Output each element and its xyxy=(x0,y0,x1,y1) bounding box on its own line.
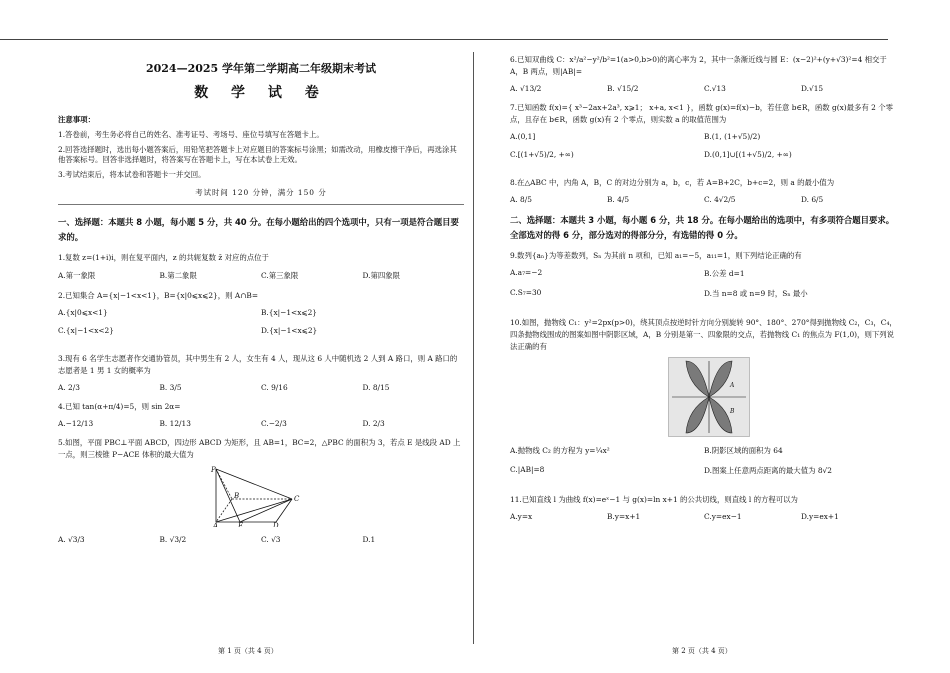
page-footer-1: 第 1 页（共 4 页） xyxy=(218,647,278,655)
option: A.第一象限 xyxy=(58,271,96,280)
option: A.抛物线 C₂ 的方程为 y=¼x² xyxy=(510,446,610,455)
option: C.−2/3 xyxy=(261,419,287,428)
option: A. √3/3 xyxy=(58,535,85,544)
question-8: 8.在△ABC 中，内角 A，B，C 的对边分别为 a，b，c，若 A=B+2C，b+c=2，则 a 的最小值为 xyxy=(510,178,835,187)
label-a: A xyxy=(213,522,219,527)
option: B.阴影区域的面积为 64 xyxy=(704,446,783,455)
page-footer-2: 第 2 页（共 4 页） xyxy=(672,647,732,655)
question-11-options xyxy=(510,512,898,521)
time-info: 考试时间 120 分钟，满分 150 分 xyxy=(195,188,327,197)
option: C.S₇=30 xyxy=(510,288,542,297)
option: B. √15/2 xyxy=(607,84,639,93)
pyramid-diagram xyxy=(210,465,306,527)
option: C.y=ex−1 xyxy=(704,512,742,521)
note-1: 1.答卷前，考生务必将自己的姓名、准考证号、考场号、座位号填写在答题卡上。 xyxy=(58,130,324,139)
option: B.公差 d=1 xyxy=(704,269,745,278)
question-3-options xyxy=(58,383,464,392)
option: B. 3/5 xyxy=(159,383,182,392)
option: A.a₇=−2 xyxy=(510,268,543,277)
option: D.(0,1]∪[(1+√5)/2, +∞) xyxy=(704,150,792,159)
option: C.|AB|=8 xyxy=(510,465,545,474)
pyramid-figure xyxy=(210,465,464,529)
question-1: 1.复数 z=(1+i)i，则在复平面内，z 的共轭复数 z̄ 对应的点位于 xyxy=(58,253,269,262)
question-9: 9.数列{aₙ}为等差数列，Sₙ 为其前 n 项和，已知 a₁=−5，a₁₁=1，则下列结论正确的有 xyxy=(510,251,802,260)
label-b: B xyxy=(234,492,240,500)
section-2-heading: 二、选择题：本题共 3 小题，每小题 6 分，共 18 分。在每小题给出的选项中，有多项符合题目要求。全部选对的得 6 分，部分选对的得部分分，有选错的得 0 分。 xyxy=(510,215,895,240)
option: B.{x|−1<x⩽2} xyxy=(261,308,317,317)
option: A.y=x xyxy=(510,512,533,521)
question-1-options xyxy=(58,270,464,281)
option: C. 9/16 xyxy=(261,383,288,392)
option: D. 6/5 xyxy=(801,195,824,204)
question-5-options xyxy=(58,535,464,544)
option: B. 4/5 xyxy=(607,195,630,204)
question-4: 4.已知 tan(α+π/4)=5，则 sin 2α= xyxy=(58,402,181,411)
option: C.{x|−1<x<2} xyxy=(58,326,114,335)
option: D.√15 xyxy=(801,84,824,93)
option: A. √13/2 xyxy=(510,84,542,93)
option: B.(1, (1+√5)/2) xyxy=(704,132,761,141)
question-7-options xyxy=(510,132,898,168)
option: D.图案上任意两点距离的最大值为 8√2 xyxy=(704,466,832,475)
option: A.{x|0⩽x<1} xyxy=(58,308,108,317)
top-rule xyxy=(0,39,888,40)
option: A. 8/5 xyxy=(510,195,532,204)
option: B.y=x+1 xyxy=(607,512,641,521)
note-2: 2.回答选择题时，选出每小题答案后，用铅笔把答题卡上对应题目的答案标号涂黑；如需改动，用橡皮擦干净后，再选涂其他答案标号。回答非选择题时，将答案写在答题卡上，写在本试卷上无效。 xyxy=(58,145,457,164)
question-2-options xyxy=(58,308,464,344)
option: D.第四象限 xyxy=(362,271,401,280)
question-6: 6.已知双曲线 C：x²/a²−y²/b²=1(a>0,b>0)的离心率为 2，其中一条渐近线与圆 E：(x−2)²+(y+√3)²=4 相交于 A，B 两点，则|AB|= xyxy=(510,55,887,76)
exam-title: 2024—2025 学年第二学期高二年级期末考试 xyxy=(145,62,377,75)
option: C. 4√2/5 xyxy=(704,195,736,204)
option: B. 12/13 xyxy=(159,419,191,428)
option: A.(0,1] xyxy=(510,132,536,141)
label-b: B xyxy=(730,408,735,415)
left-column xyxy=(58,54,464,553)
option: C.第三象限 xyxy=(261,271,299,280)
option: D.{x|−1<x⩽2} xyxy=(261,326,318,335)
option: D. 2/3 xyxy=(362,419,385,428)
question-10: 10.如图，抛物线 C₁：y²=2px(p>0)，绕其顶点按逆时针方向分别旋转 90°、180°、270°得到抛物线 C₂，C₃，C₄，四条抛物线围成的图案如图中阴影区域，A，B 分别是第一、四象限的交点，若抛物线 C₁ 的焦点为 F(1,0)，则下列说法正确的有 xyxy=(510,318,897,351)
option: D.1 xyxy=(362,535,376,544)
option: B.第二象限 xyxy=(159,271,197,280)
parabola-diagram xyxy=(668,357,750,437)
option: A.−12/13 xyxy=(58,419,94,428)
question-3: 3.现有 6 名学生志愿者作交通协管员，其中男生有 2 人，女生有 4 人，现从这 6 人中随机选 2 人到 A 路口，则 A 路口的志愿者是 1 男 1 女的概率为 xyxy=(58,354,458,375)
label-c: C xyxy=(294,495,300,503)
option: D.当 n=8 或 n=9 时，Sₙ 最小 xyxy=(704,289,808,298)
label-e: E xyxy=(238,522,244,527)
option: A. 2/3 xyxy=(58,383,80,392)
option: C.[(1+√5)/2, +∞) xyxy=(510,150,574,159)
parabola-figure xyxy=(668,357,898,439)
option: B. √3/2 xyxy=(159,535,187,544)
section-1-heading: 一、选择题：本题共 8 小题，每小题 5 分，共 40 分。在每小题给出的四个选项中，只有一项是符合题目要求的。 xyxy=(58,217,459,242)
question-9-options xyxy=(510,268,898,308)
option: D.y=ex+1 xyxy=(801,512,839,521)
question-7: 7.已知函数 f(x)={ x³−2ax+2a³, x⩾1； x+a, x<1 }，函数 g(x)=f(x)−b，若任意 b∈R，函数 g(x)最多有 2 个零点，且存在 b∈R，函数 g(x)有 2 个零点，则实数 a 的取值范围为 xyxy=(510,103,894,124)
question-10-options xyxy=(510,445,898,485)
question-6-options xyxy=(510,84,898,93)
notes-title: 注意事项： xyxy=(58,115,95,124)
option: C.√13 xyxy=(704,84,726,93)
label-p: P xyxy=(211,466,216,474)
label-d: D xyxy=(273,522,279,527)
question-4-options xyxy=(58,419,464,428)
option: D. 8/15 xyxy=(362,383,390,392)
question-8-options xyxy=(510,195,898,204)
column-divider xyxy=(473,52,474,644)
option: C. √3 xyxy=(261,535,281,544)
question-2: 2.已知集合 A={x|−1<x<1}，B={x|0⩽x⩽2}，则 A∩B= xyxy=(58,291,259,300)
question-5: 5.如图，平面 PBC⊥平面 ABCD，四边形 ABCD 为矩形，且 AB=1，BC=2，△PBC 的面积为 3，若点 E 是线段 AD 上一点，则三棱锥 P−ACE 体积的最大值为 xyxy=(58,438,461,459)
question-11: 11.已知直线 l 为曲线 f(x)=eˣ−1 与 g(x)=ln x+1 的公共切线，则直线 l 的方程可以为 xyxy=(510,495,798,504)
note-3: 3.考试结束后，将本试卷和答题卡一并交回。 xyxy=(58,170,206,179)
exam-subtitle: 数 学 试 卷 xyxy=(194,85,328,101)
right-column xyxy=(510,54,898,530)
divider-line xyxy=(58,204,464,205)
label-a: A xyxy=(730,382,735,389)
